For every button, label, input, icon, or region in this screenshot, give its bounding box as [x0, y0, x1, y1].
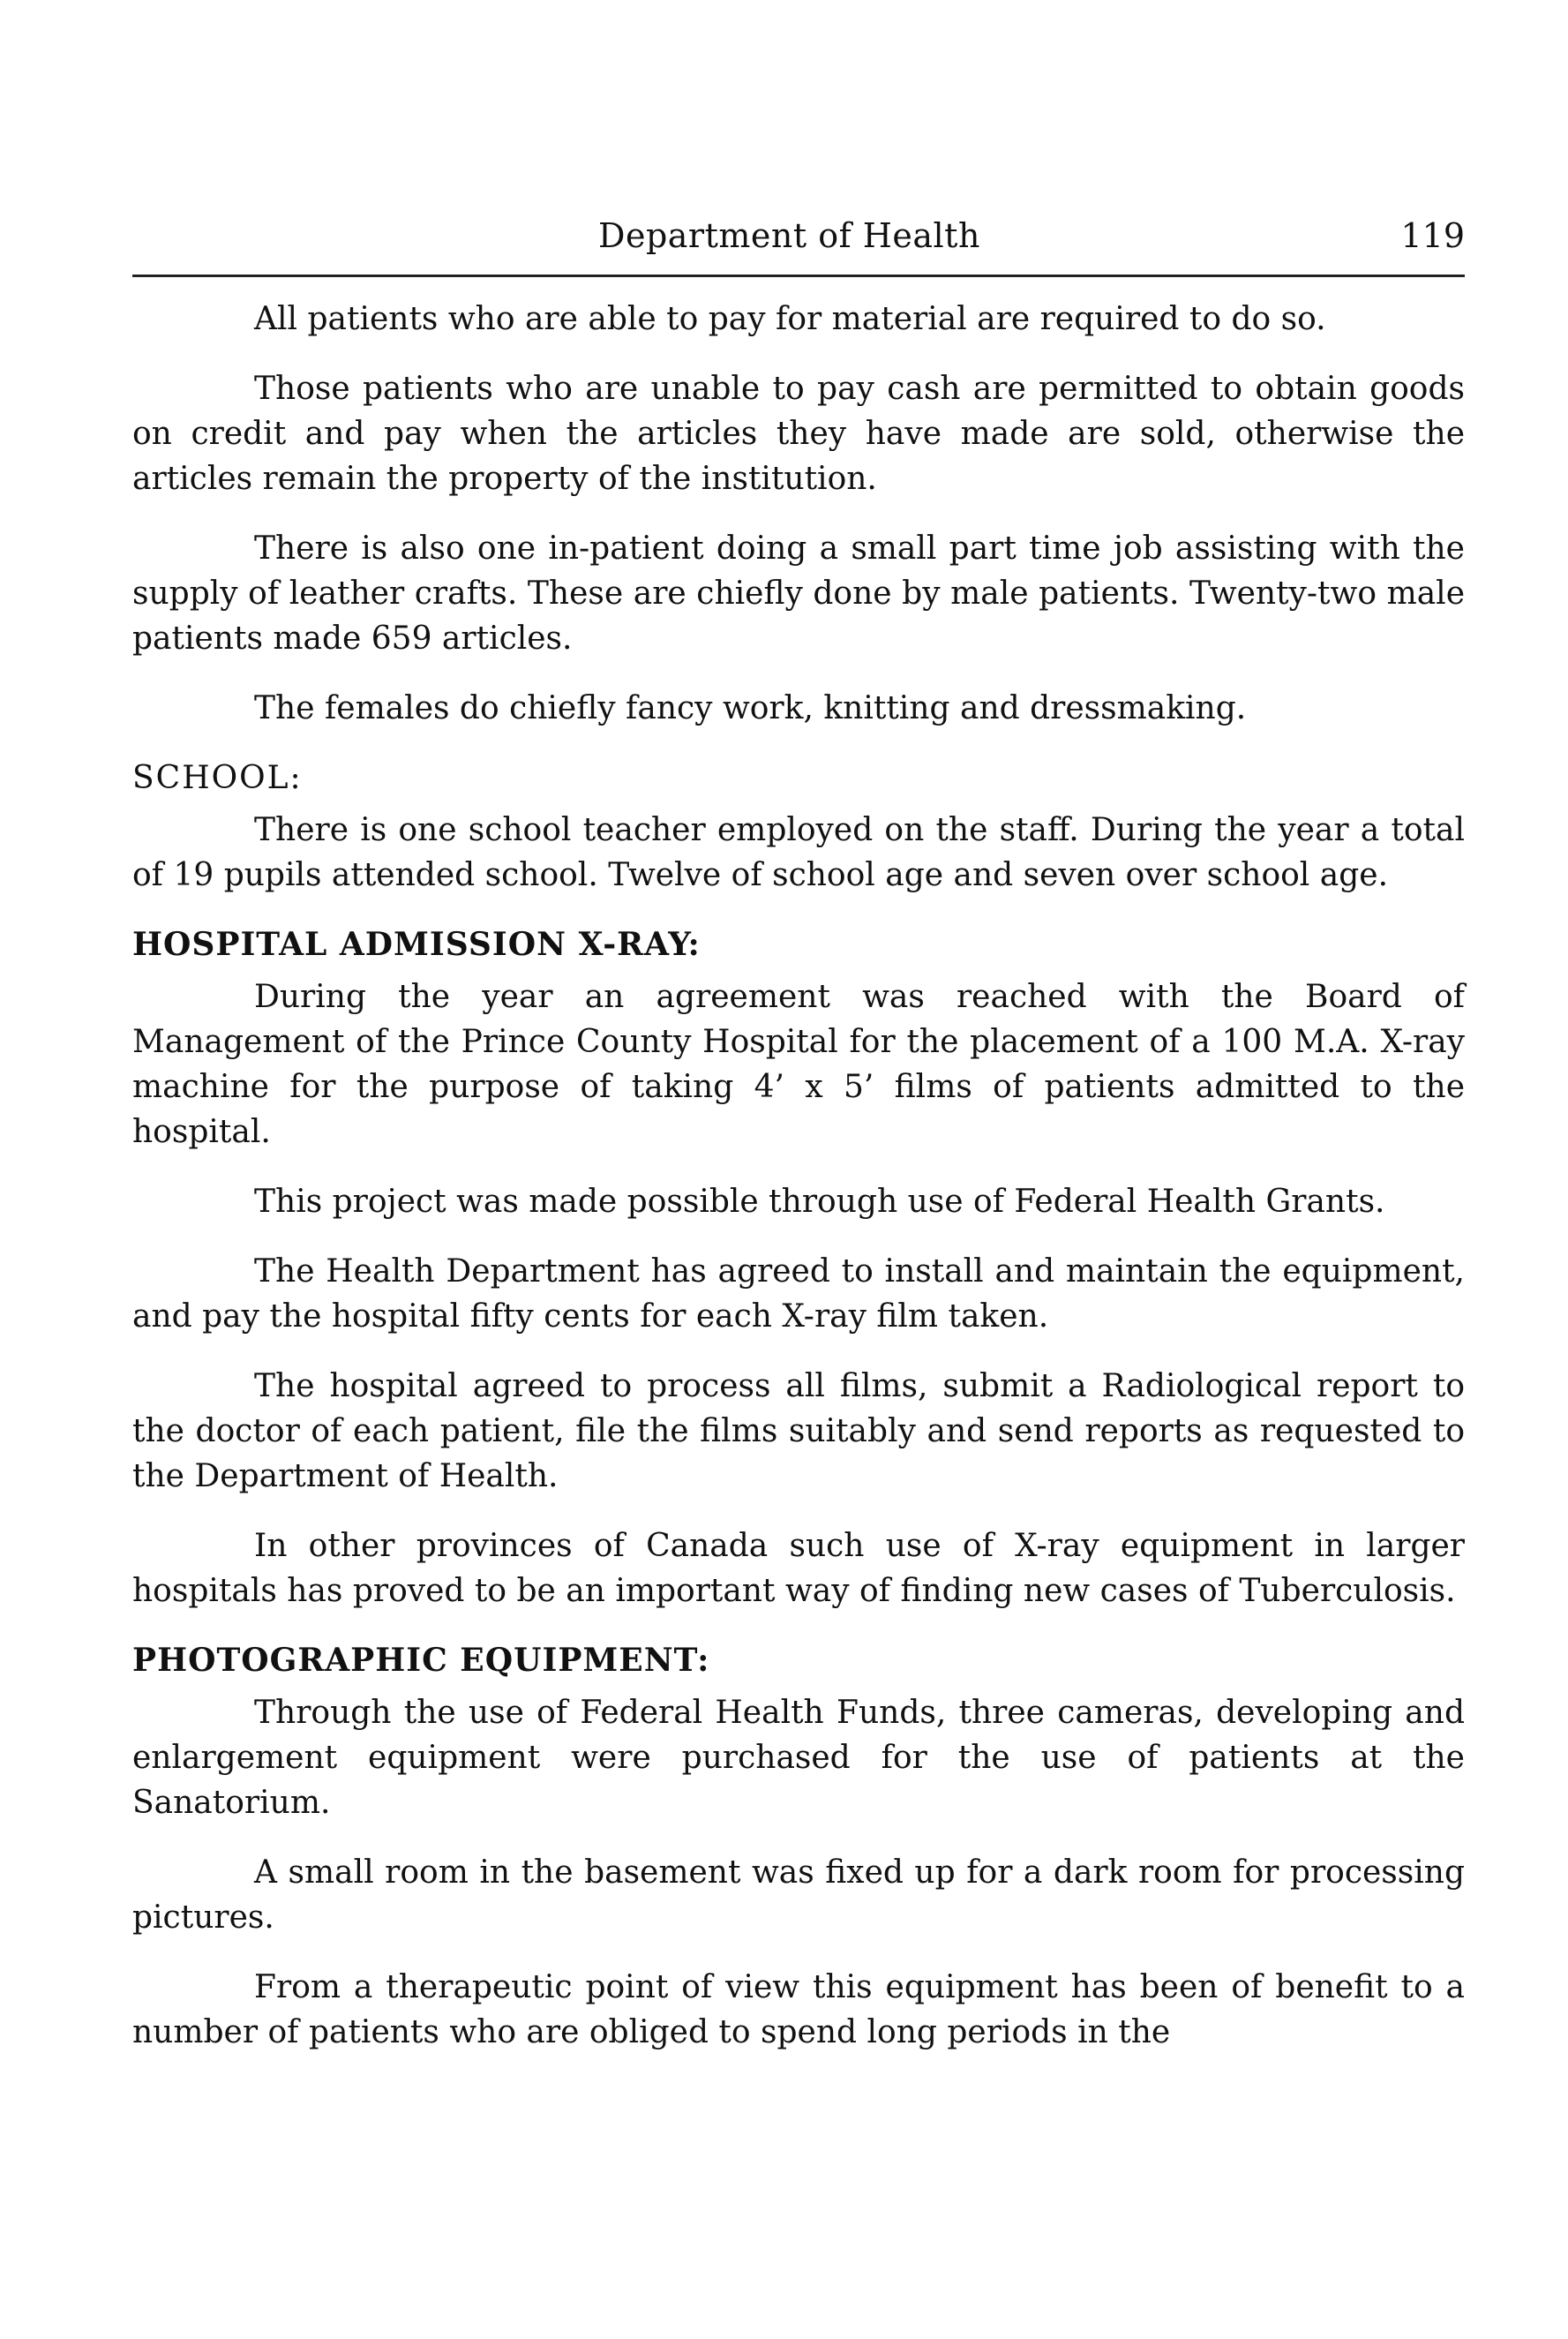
paragraph: There is one school teacher employed on the staff. During the year a total of 19 pupils attended school. Twelve of school age and seven over school age. [132, 812, 1465, 893]
paragraph: Through the use of Federal Health Funds, three cameras, developing and enlargement equipment were purchased for the use of patients at the Sanatorium. [132, 1695, 1465, 1821]
paragraph: All patients who are able to pay for material are required to do so. [254, 301, 1326, 337]
paragraph: The females do chiefly fancy work, knitting and dressmaking. [254, 690, 1247, 726]
paragraph: In other provinces of Canada such use of X-ray equipment in larger hospitals has proved to be an important way of finding new cases of Tuberculosis. [132, 1528, 1465, 1609]
section-heading-xray: HOSPITAL ADMISSION X-RAY: [132, 926, 701, 963]
paragraph: During the year an agreement was reached with the Board of Management of the Prince County Hospital for the placement of a 100 M.A. X-ray machine for the purpose of taking 4’ x 5’ films of patients admitted to the hospital. [132, 979, 1465, 1150]
section-heading-school: SCHOOL: [132, 760, 303, 796]
document-page [132, 207, 1465, 2055]
page-number: 119 [1400, 216, 1465, 255]
paragraph: The hospital agreed to process all films, submit a Radiological report to the doctor of each patient, file the films suitably and send reports as requested to the Department of Health. [132, 1368, 1465, 1494]
paragraph: A small room in the basement was fixed up for a dark room for processing pictures. [132, 1854, 1465, 1936]
running-title: Department of Health [598, 216, 980, 255]
page-body [132, 297, 1465, 2055]
section-heading-photographic: PHOTOGRAPHIC EQUIPMENT: [132, 1642, 710, 1679]
paragraph: From a therapeutic point of view this equipment has been of benefit to a number of patients who are obliged to spend long periods in the [132, 1969, 1465, 2050]
paragraph: There is also one in-patient doing a small part time job assisting with the supply of leather crafts. These are chiefly done by male patients. Twenty-two male patients made 659 articles. [132, 530, 1465, 657]
paragraph: The Health Department has agreed to install and maintain the equipment, and pay the hospital fifty cents for each X-ray film taken. [132, 1253, 1465, 1335]
paragraph: Those patients who are unable to pay cash are permitted to obtain goods on credit and pay when the articles they have made are sold, otherwise the articles remain the property of the institution. [132, 371, 1465, 497]
paragraph: This project was made possible through use of Federal Health Grants. [254, 1184, 1385, 1220]
page-header [132, 207, 1465, 277]
